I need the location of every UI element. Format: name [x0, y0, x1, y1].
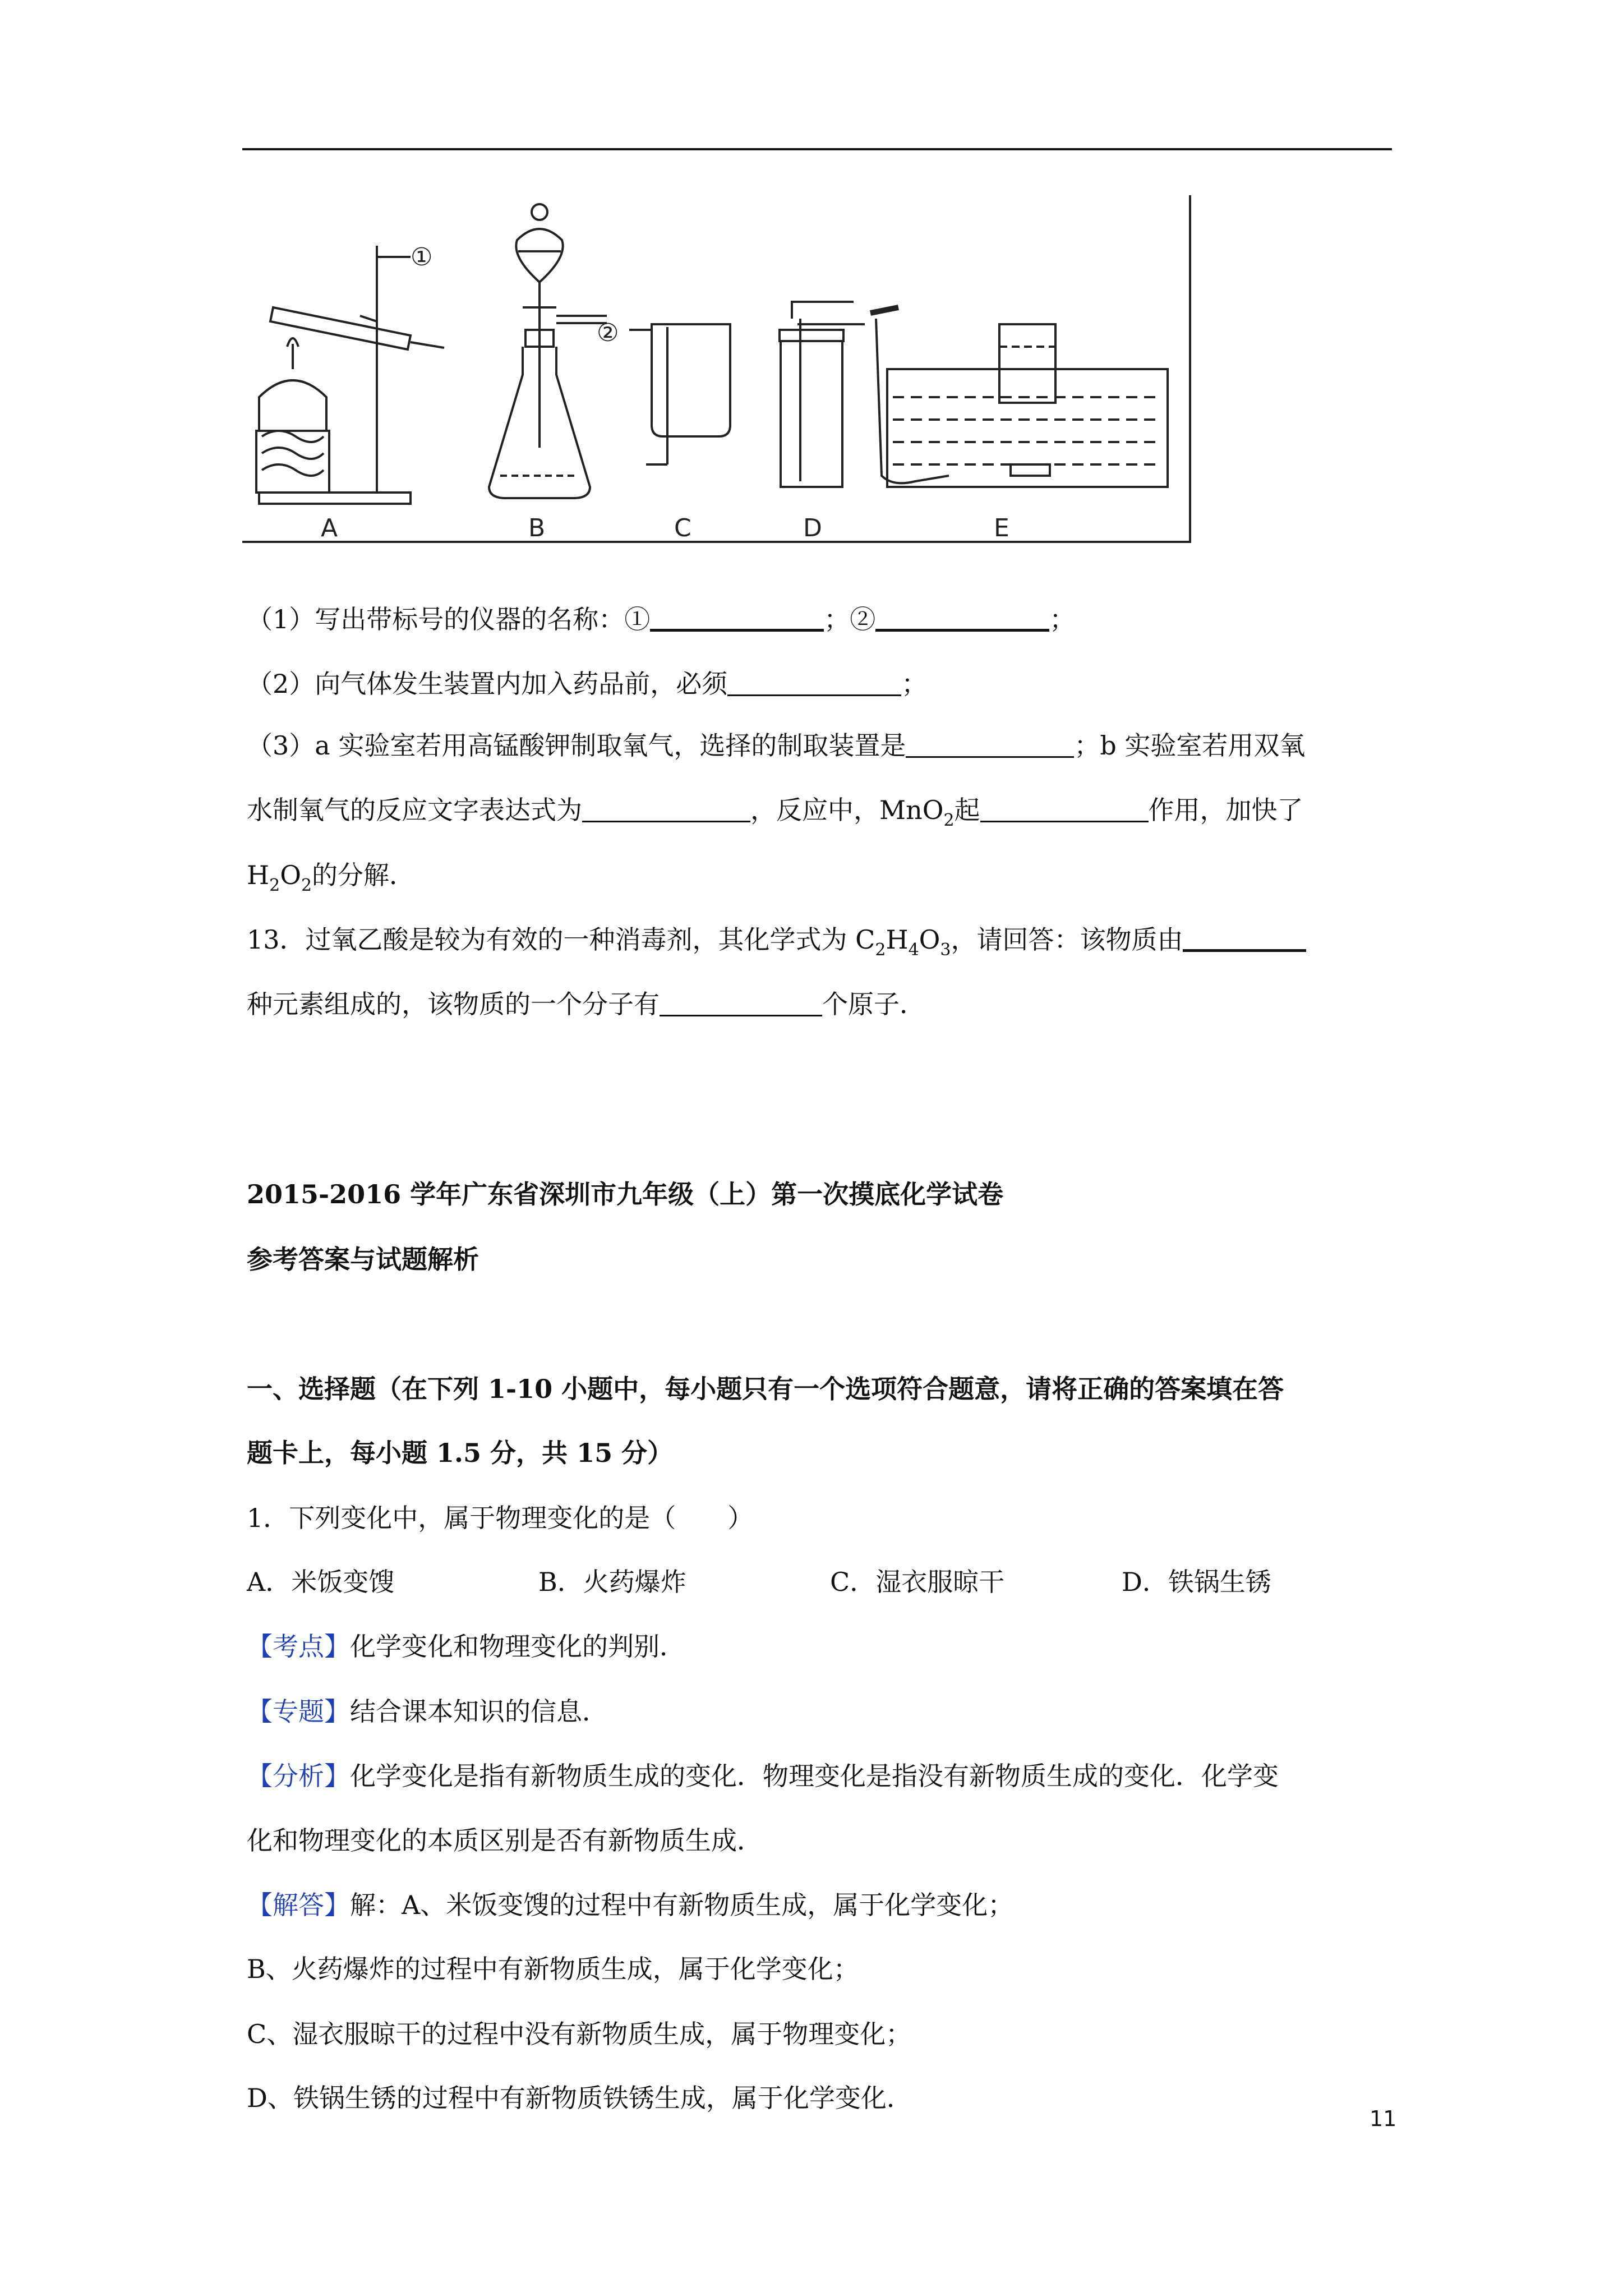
fenxi-line-1: 【分析】化学变化是指有新物质生成的变化．物理变化是指没有新物质生成的变化．化学变 [247, 1761, 1279, 1791]
option-c: C．湿衣服晾干 [830, 1567, 1005, 1597]
option-a: A．米饭变馊 [247, 1567, 395, 1597]
q12-part3b: 水制氧气的反应文字表达式为 ，反应中，MnO$_2$起 作用，加快了 [247, 795, 1303, 830]
fenxi-tag: 【分析】 [247, 1761, 350, 1791]
page-number: 11 [1370, 2106, 1397, 2131]
blank-6[interactable] [980, 795, 1149, 822]
section1-heading-1: 一、选择题（在下列 1-10 小题中，每小题只有一个选项符合题意，请将正确的答案填在答 [247, 1374, 1284, 1404]
jieda-tag: 【解答】 [247, 1890, 350, 1920]
q13-line2: 种元素组成的，该物质的一个分子有 个原子． [247, 989, 925, 1019]
answer-line-d: D、铁锅生锈的过程中有新物质铁锈生成，属于化学变化． [247, 2083, 912, 2113]
apparatus-d [780, 302, 865, 487]
answers-title: 2015-2016 学年广东省深圳市九年级（上）第一次摸底化学试卷 [247, 1179, 1004, 1209]
apparatus-figure [242, 195, 1196, 543]
blank-2[interactable] [875, 603, 1049, 632]
blank-5[interactable] [582, 795, 750, 822]
blank-4[interactable] [906, 730, 1074, 758]
q12-part3a: （3）a 实验室若用高锰酸钾制取氧气，选择的制取装置是 ；b 实验室若用双氧 [247, 730, 1306, 761]
answer-line-b: B、火药爆炸的过程中有新物质生成，属于化学变化； [247, 1954, 859, 1984]
q12-part3c: $H_2O_2$的分解． [247, 860, 416, 895]
q13-line1: 13．过氧乙酸是较为有效的一种消毒剂，其化学式为 $C_2H_4O_3$，请回答：该物质由 [247, 923, 1306, 967]
apparatus-b [489, 204, 607, 498]
label-b: B [528, 514, 546, 542]
zhuanti-tag: 【专题】 [247, 1696, 350, 1727]
q1-stem: 1．下列变化中，属于物理变化的是（ ） [247, 1503, 754, 1533]
blank-7[interactable] [1183, 923, 1306, 952]
section1-heading-2: 题卡上，每小题 1.5 分，共 15 分） [247, 1438, 674, 1468]
apparatus-e [870, 307, 1168, 487]
marker-2: ② [597, 319, 619, 347]
apparatus-a [256, 246, 444, 504]
answers-subtitle: 参考答案与试题解析 [247, 1244, 479, 1274]
fenxi-line-2: 化和物理变化的本质区别是否有新物质生成． [247, 1825, 763, 1856]
label-d: D [803, 514, 822, 542]
label-a: A [321, 514, 338, 542]
q12-part2: （2）向气体发生装置内加入药品前，必须 ； [247, 669, 928, 699]
label-c: C [674, 514, 691, 542]
zhuanti-line: 【专题】结合课本知识的信息． [247, 1696, 608, 1727]
apparatus-c [629, 324, 730, 464]
label-e: E [994, 514, 1009, 542]
answer-line-c: C、湿衣服晾干的过程中没有新物质生成，属于物理变化； [247, 2019, 912, 2049]
blank-1[interactable] [650, 603, 824, 632]
blank-3[interactable] [727, 669, 901, 696]
option-b: B．火药爆炸 [538, 1567, 686, 1597]
blank-8[interactable] [660, 989, 822, 1016]
header-rule [242, 148, 1392, 150]
q12-part1: （1）写出带标号的仪器的名称：① ；② ； [247, 604, 1076, 634]
kaodian-line: 【考点】化学变化和物理变化的判别． [247, 1631, 685, 1662]
marker-1: ① [411, 243, 433, 272]
kaodian-tag: 【考点】 [247, 1631, 350, 1662]
jieda-line: 【解答】解：A、米饭变馊的过程中有新物质生成，属于化学变化； [247, 1890, 1014, 1920]
option-d: D．铁锅生锈 [1122, 1567, 1271, 1597]
